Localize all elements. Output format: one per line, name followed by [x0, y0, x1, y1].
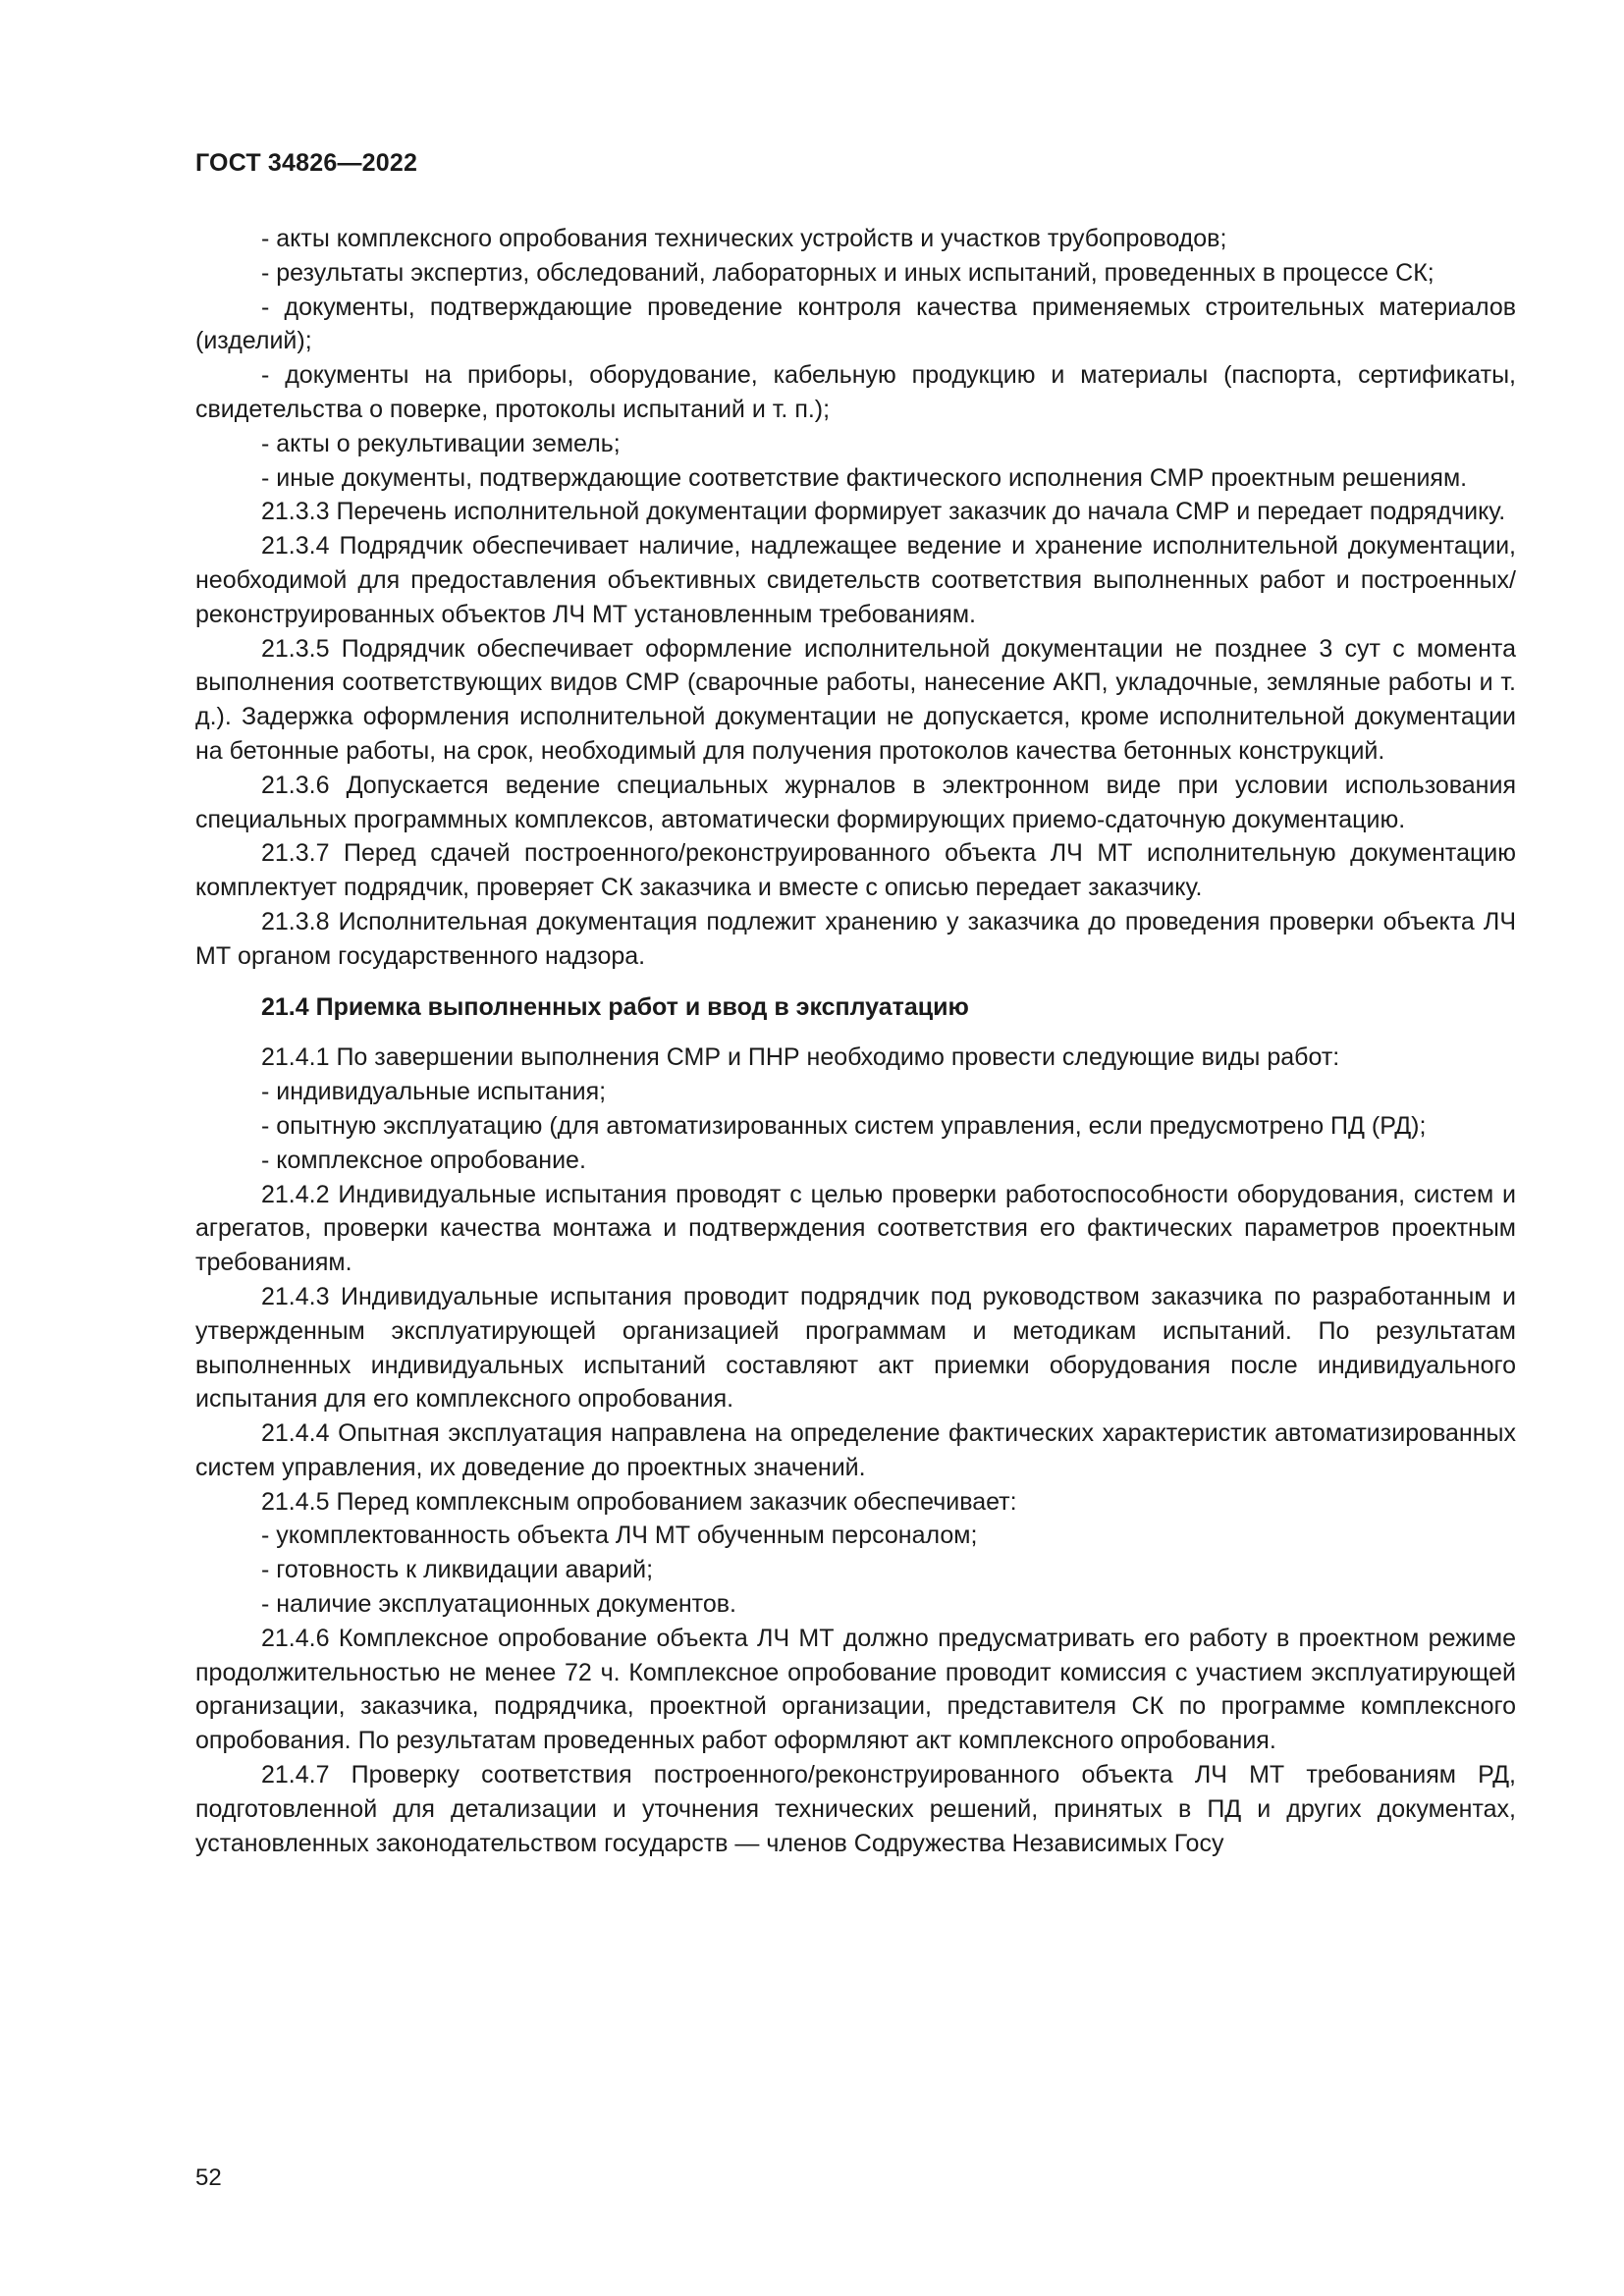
clause-paragraph: 21.3.6 Допускается ведение специальных журналов в электронном виде при условии использования специальных программных комплексов, автоматически формирующих приемо-сдаточную документацию. — [195, 771, 1516, 833]
list-item: - готовность к ликвидации аварий; — [261, 1556, 654, 1584]
clause-paragraph: 21.3.8 Исполнительная документация подлежит хранению у заказчика до проведения проверки объекта ЛЧ МТ органом государственного надзора. — [195, 907, 1516, 970]
document-header: ГОСТ 34826—2022 — [195, 149, 418, 177]
page-number: 52 — [195, 2164, 222, 2191]
list-item: - иные документы, подтверждающие соответствие фактического исполнения СМР проектным решениям. — [261, 463, 1468, 492]
list-item: - документы, подтверждающие проведение контроля качества применяемых строительных материалов (изделий); — [195, 293, 1516, 355]
paragraph-group-top — [195, 222, 1516, 974]
section-heading: 21.4 Приемка выполненных работ и ввод в эксплуатацию — [261, 992, 969, 1021]
clause-paragraph: 21.4.6 Комплексное опробование объекта ЛЧ МТ должно предусматривать его работу в проектном режиме продолжительностью не менее 72 ч. Комплексное опробование проводит комиссия с участием эксплуатирующей организации, заказчика, подрядчика, проектной организации, представителя СК по программе комплексного опробования. По результатам проведенных работ оформляют акт комплексного опробования. — [195, 1624, 1516, 1755]
clause-paragraph: 21.3.4 Подрядчик обеспечивает наличие, надлежащее ведение и хранение исполнительной документации, необходимой для предоставления объективных свидетельств соответствия выполненных работ и построенных/реконструированных объектов ЛЧ МТ установленным требованиям. — [195, 532, 1516, 628]
list-item: - опытную эксплуатацию (для автоматизированных систем управления, если предусмотрено ПД (РД); — [261, 1111, 1427, 1140]
list-item: - акты о рекультивации земель; — [261, 429, 621, 457]
clause-paragraph: 21.4.3 Индивидуальные испытания проводит подрядчик под руководством заказчика по разработанным и утвержденным эксплуатирующей организацией программам и методикам испытаний. По результатам выполненных индивидуальных испытаний составляют акт приемки оборудования после индивидуального испытания для его комплексного опробования. — [195, 1282, 1516, 1414]
list-item: - укомплектованность объекта ЛЧ МТ обученным персоналом; — [261, 1522, 978, 1550]
list-item: - документы на приборы, оборудование, кабельную продукцию и материалы (паспорта, сертификаты, свидетельства о поверке, протоколы испытаний и т. п.); — [195, 361, 1516, 423]
clause-paragraph: 21.3.7 Перед сдачей построенного/реконструированного объекта ЛЧ МТ исполнительную документацию комплектует подрядчик, проверяет СК заказчика и вместе с описью передает заказчику. — [195, 839, 1516, 902]
clause-paragraph: 21.4.7 Проверку соответствия построенного/реконструированного объекта ЛЧ МТ требованиям РД, подготовленной для детализации и уточнения технических решений, принятых в ПД и других документах, установленных законодательством государств — членов Содружества Независимых Госу — [195, 1761, 1516, 1857]
clause-paragraph: 21.3.3 Перечень исполнительной документации формирует заказчик до начала СМР и передает подрядчику. — [261, 498, 1506, 526]
paragraph-group-bottom — [195, 1041, 1516, 1860]
list-item: - индивидуальные испытания; — [261, 1078, 607, 1106]
clause-paragraph: 21.4.5 Перед комплексным опробованием заказчик обеспечивает: — [261, 1487, 1017, 1516]
list-item: - результаты экспертиз, обследований, лабораторных и иных испытаний, проведенных в процессе СК; — [261, 258, 1435, 287]
clause-paragraph: 21.3.5 Подрядчик обеспечивает оформление исполнительной документации не позднее 3 сут с момента выполнения соответствующих видов СМР (сварочные работы, нанесение АКП, укладочные, земляные работы и т. д.). Задержка оформления исполнительной документации не допускается, кроме исполнительной документации на бетонные работы, на срок, необходимый для получения протоколов качества бетонных конструкций. — [195, 634, 1516, 765]
clause-paragraph: 21.4.2 Индивидуальные испытания проводят с целью проверки работоспособности оборудования, систем и агрегатов, проверки качества монтажа и подтверждения соответствия его фактических параметров проектным требованиям. — [195, 1180, 1516, 1277]
document-body — [195, 222, 1516, 1860]
list-item: - комплексное опробование. — [261, 1146, 586, 1174]
clause-paragraph: 21.4.4 Опытная эксплуатация направлена на определение фактических характеристик автоматизированных систем управления, их доведение до проектных значений. — [195, 1419, 1516, 1481]
clause-paragraph: 21.4.1 По завершении выполнения СМР и ПНР необходимо провести следующие виды работ: — [261, 1043, 1340, 1072]
list-item: - наличие эксплуатационных документов. — [261, 1590, 736, 1619]
list-item: - акты комплексного опробования технических устройств и участков трубопроводов; — [261, 225, 1227, 252]
